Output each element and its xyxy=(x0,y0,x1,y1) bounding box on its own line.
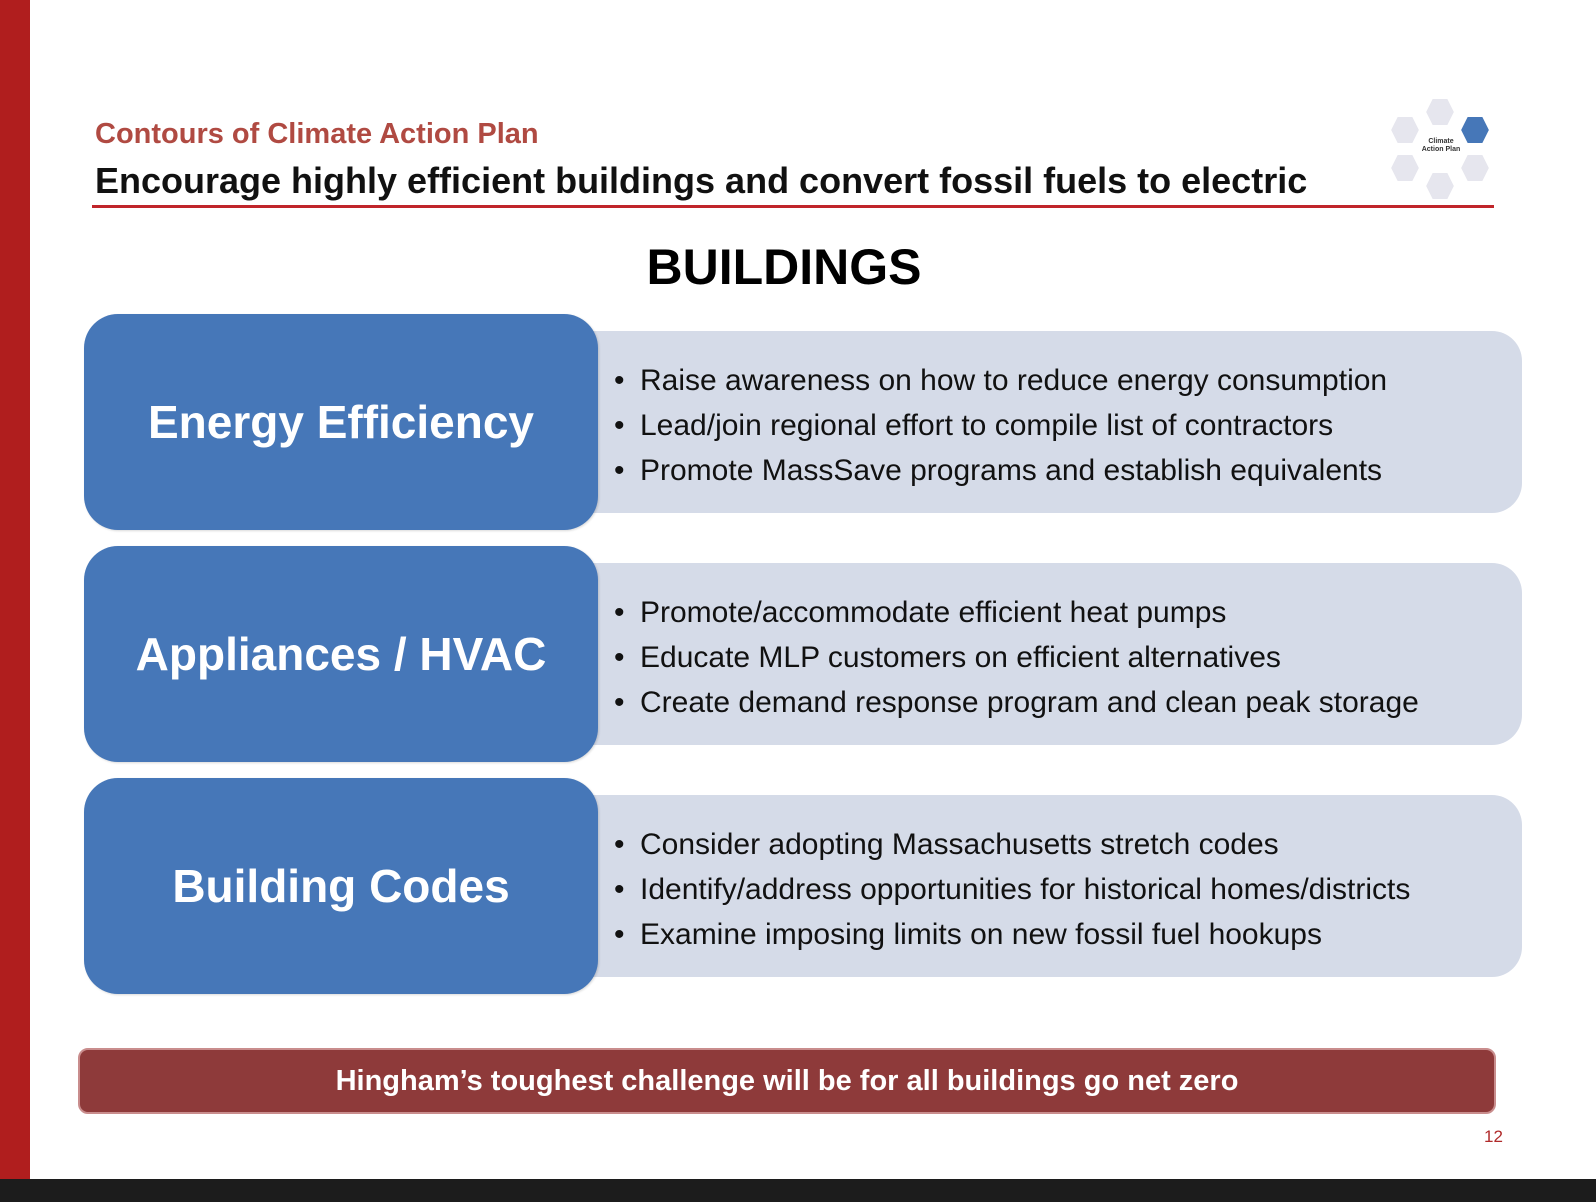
logo-label: Climate Action Plan xyxy=(1421,138,1461,153)
bullet-list xyxy=(614,358,1387,493)
left-accent-bar xyxy=(0,0,30,1180)
row-heading: Energy Efficiency xyxy=(84,314,598,530)
row-appliances-hvac xyxy=(84,546,1524,764)
challenge-banner: Hingham’s toughest challenge will be for all buildings go net zero xyxy=(78,1048,1496,1114)
bullet-item: • Raise awareness on how to reduce energy consumption xyxy=(614,358,1387,403)
bullet-list xyxy=(614,590,1419,725)
row-heading: Building Codes xyxy=(84,778,598,994)
page-number: 12 xyxy=(1484,1127,1503,1146)
title-underline xyxy=(92,205,1494,208)
slide-subtitle: Contours of Climate Action Plan xyxy=(95,118,539,150)
bullet-item: • Lead/join regional effort to compile list of contractors xyxy=(614,403,1387,448)
section-title: BUILDINGS xyxy=(646,239,922,295)
bullet-item: • Consider adopting Massachusetts stretch codes xyxy=(614,822,1410,867)
row-energy-efficiency xyxy=(84,314,1524,532)
bullet-item: • Identify/address opportunities for historical homes/districts xyxy=(614,867,1410,912)
bullet-item: • Promote MassSave programs and establish equivalents xyxy=(614,448,1387,493)
bullet-item: • Promote/accommodate efficient heat pumps xyxy=(614,590,1419,635)
bullet-item: • Educate MLP customers on efficient alternatives xyxy=(614,635,1419,680)
bullet-item: • Examine imposing limits on new fossil fuel hookups xyxy=(614,912,1410,957)
bullet-item: • Create demand response program and clean peak storage xyxy=(614,680,1419,725)
row-building-codes xyxy=(84,778,1524,996)
row-heading: Appliances / HVAC xyxy=(84,546,598,762)
bullet-list xyxy=(614,822,1410,957)
slide-headline: Encourage highly efficient buildings and convert fossil fuels to electric xyxy=(95,160,1308,201)
bottom-bar xyxy=(0,1179,1596,1202)
